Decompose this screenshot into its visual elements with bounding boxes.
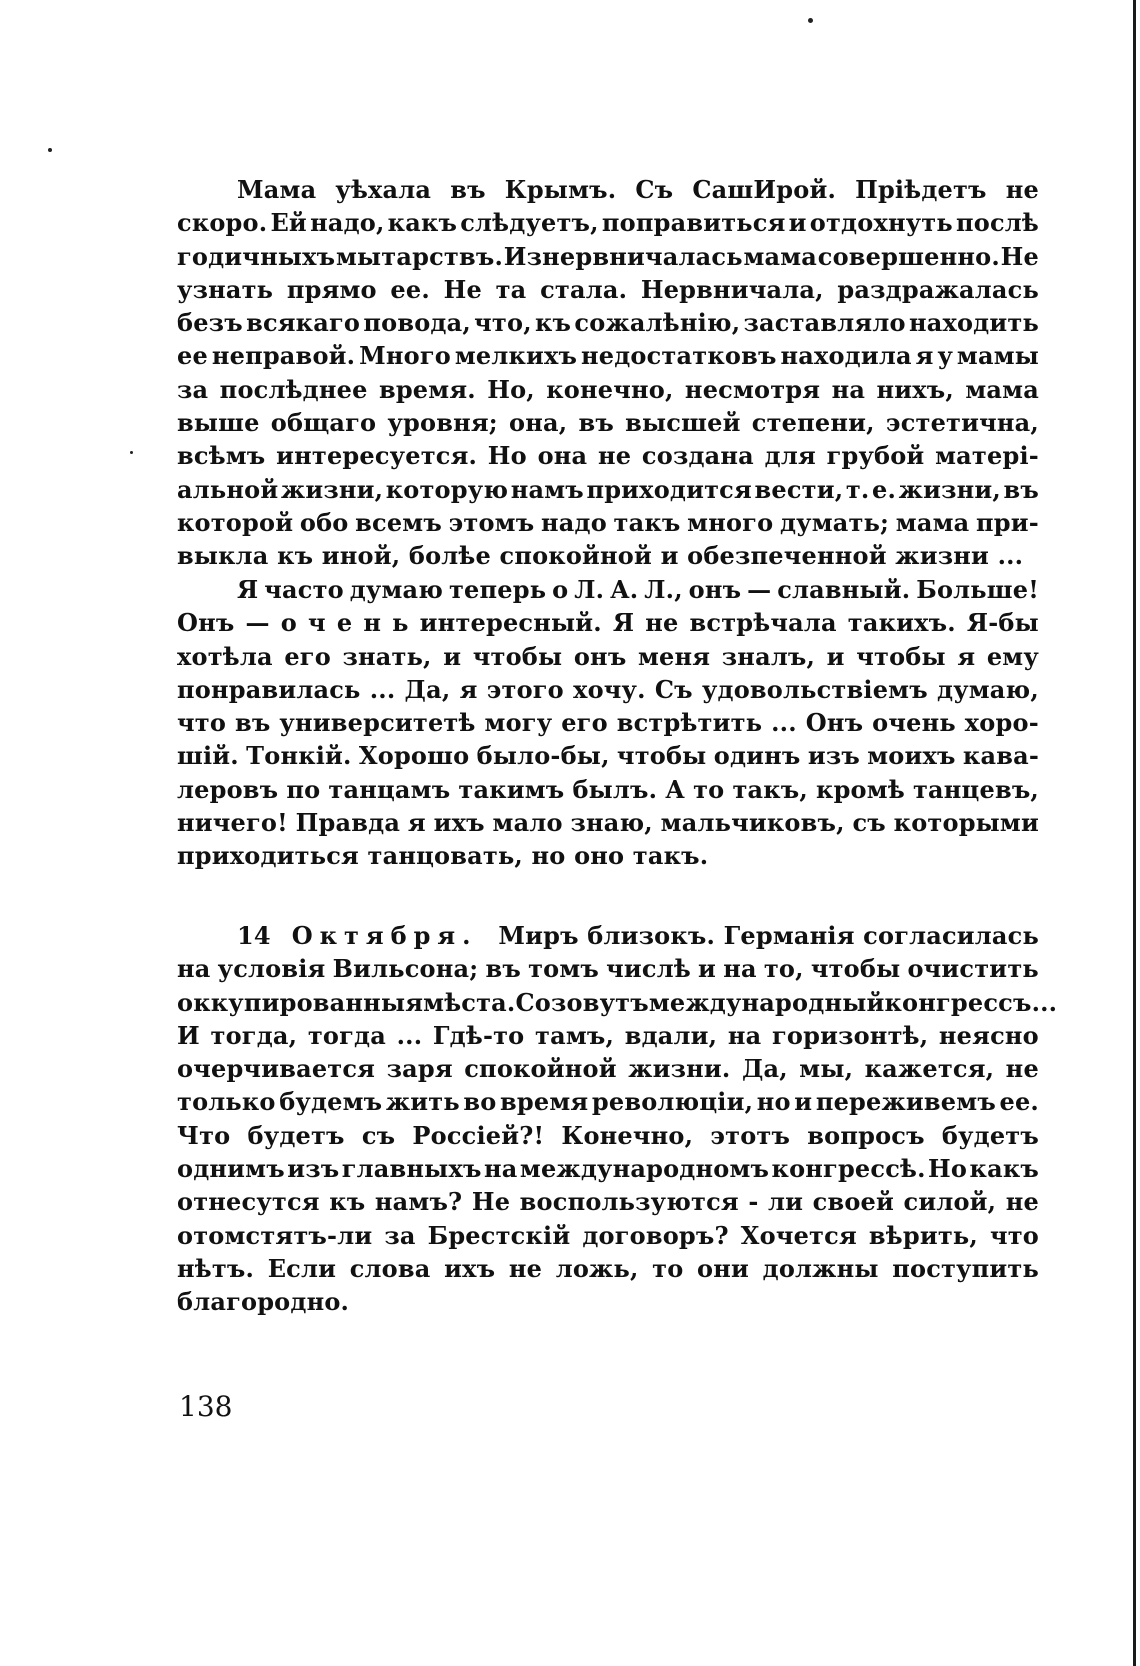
text-line: всѣмъ интересуется. Но она не создана для грубой матерi- [177, 441, 1039, 471]
text-line: очерчивается заря спокойной жизни. Да, мы, кажется, не [177, 1054, 1039, 1084]
text-line: скоро. Ей надо, какъ слѣдуетъ, поправиться и отдохнуть послѣ [177, 208, 1039, 238]
scan-speck [130, 451, 133, 454]
text-line: отнесутся къ намъ? Не воспользуются - ли своей силой, не [177, 1187, 1039, 1217]
text-line: узнать прямо ее. Не та стала. Нервничала, раздражалась [177, 274, 1039, 304]
text-line: Я часто думаю теперь о Л. А. Л., онъ — славный. Больше! [237, 575, 1039, 604]
text-line: которой обо всемъ этомъ надо такъ много думать; мама при- [177, 507, 1039, 537]
text-line: безъ всякаго повода, что, къ сожалѣнiю, заставляло находить [177, 308, 1039, 338]
text-line: нѣтъ. Если слова ихъ не ложь, то они должны поступить [177, 1253, 1039, 1283]
text-line: альной жизни, которую намъ приходится вести, т. е. жизни, въ [177, 474, 1039, 504]
text-line: только будемъ жить во время революцiи, но и переживемъ ее. [177, 1087, 1039, 1117]
text-line: приходиться танцовать, но оно такъ. [177, 841, 709, 871]
text-line: выше общаго уровня; она, въ высшей степени, эстетична, [177, 408, 1039, 438]
text-line: что въ университетѣ могу его встрѣтить ... Онъ очень хоро- [177, 708, 1039, 738]
entry-14-october [177, 919, 1058, 1319]
paragraph-laal [177, 573, 1039, 873]
text-line: ничего! Правда я ихъ мало знаю, мальчиковъ, съ которыми [177, 808, 1039, 838]
paragraph-mama [177, 173, 1039, 573]
text-line: Что будетъ съ Россiей?! Конечно, этотъ вопросъ будетъ [177, 1120, 1039, 1150]
text-line: Онъ — о ч е н ь интересный. Я не встрѣчала такихъ. Я-бы [177, 608, 1039, 638]
entry-date-number: 14 [237, 921, 271, 950]
scan-speck [48, 148, 52, 152]
text-line: выкла къ иной, болѣе спокойной и обезпеченной жизни ... [177, 541, 1024, 571]
text-line: леровъ по танцамъ такимъ былъ. А то такъ, кромѣ танцевъ, [177, 774, 1039, 804]
page-number: 138 [179, 1390, 233, 1423]
text-line: благородно. [177, 1287, 350, 1317]
text-line: понравилась ... Да, я этого хочу. Съ удовольствiемъ думаю, [177, 674, 1039, 704]
entry-date-month: Октября. [291, 921, 478, 950]
text-line: на условiя Вильсона; въ томъ числѣ и на то, чтобы очистить [177, 954, 1039, 984]
text-line: за послѣднее время. Но, конечно, несмотря на нихъ, мама [177, 374, 1039, 404]
text-line: оккупированныя мѣста. Созовутъ международный конгрессъ... [177, 987, 1058, 1017]
text-line: И тогда, тогда ... Гдѣ-то тамъ, вдали, на горизонтѣ, неясно [177, 1020, 1039, 1050]
text-line: шiй. Тонкiй. Хорошо было-бы, чтобы одинъ изъ моихъ кава- [177, 741, 1039, 771]
page-edge-rule [1133, 0, 1136, 1666]
entry-first-line-text: Миръ близокъ. Германiя согласилась [498, 921, 1039, 950]
text-line: однимъ изъ главныхъ на международномъ конгрессѣ. Но какъ [177, 1154, 1039, 1184]
scan-speck [808, 18, 813, 23]
text-line: хотѣла его знать, и чтобы онъ меня зналъ, и чтобы я ему [177, 641, 1039, 671]
entry-first-line [177, 919, 1039, 952]
text-line: отомстятъ-ли за Брестскiй договоръ? Хочется вѣрить, что [177, 1220, 1039, 1250]
text-line: Мама уѣхала въ Крымъ. Съ СашИрой. Прiѣдетъ не [237, 175, 1039, 204]
text-line: годичныхъ мытарствъ. Изнервничалась мама совершенно. Не [177, 241, 1039, 271]
text-line: ее неправой. Много мелкихъ недостатковъ находила я у мамы [177, 341, 1039, 371]
